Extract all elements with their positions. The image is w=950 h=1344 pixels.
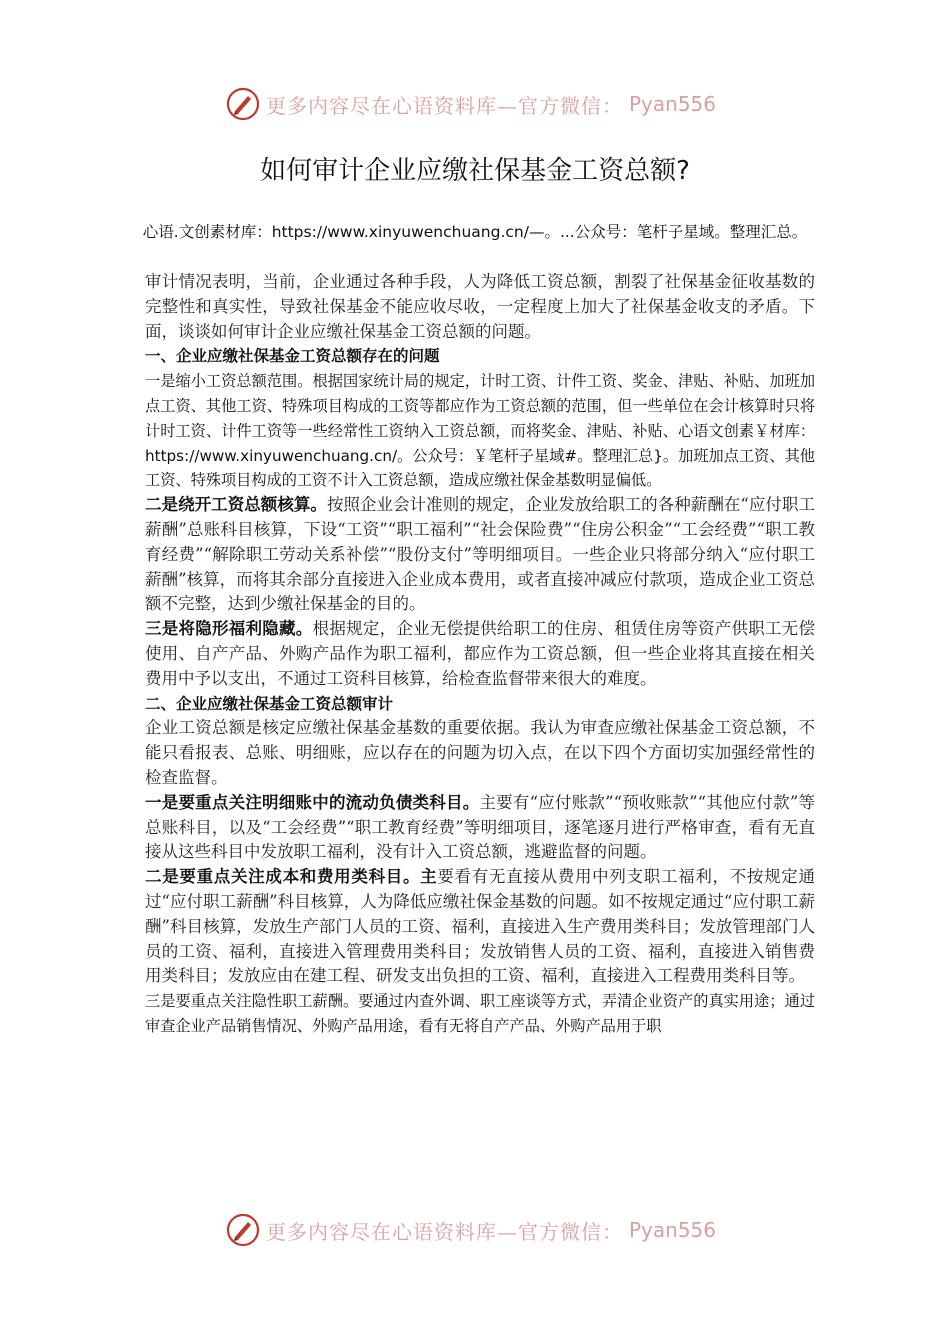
section-1-heading: 一、企业应缴社保基金工资总额存在的问题 bbox=[145, 347, 440, 366]
s1-paragraph-3 bbox=[145, 617, 815, 691]
s1-paragraph-3-lead: 三是将隐形福利隐藏。 bbox=[145, 619, 313, 639]
s1-paragraph-2 bbox=[145, 493, 815, 617]
s2-intro: 企业工资总额是核定应缴社保基金基数的重要依据。我认为审查应缴社保基金工资总额，不能只看报表、总账、明细账，应以存在的问题为切入点，在以下四个方面切实加强经常性的检查监督。 bbox=[145, 718, 815, 787]
pen-logo-icon bbox=[226, 1213, 260, 1247]
banner-slogan: 更多内容尽在心语资料库—官方微信： bbox=[266, 93, 623, 118]
s2-paragraph-3: 三是要重点关注隐性职工薪酬。要通过内查外调、职工座谈等方式，弄清企业资产的真实用途；通过审查企业产品销售情况、外购产品用途，看有无将自产产品、外购产品用于职 bbox=[145, 992, 815, 1035]
article-body bbox=[145, 270, 815, 1039]
s2-paragraph-1-text: 主要有“应付账款”“预收账款”“其他应付款”等总账科目，以及“工会经费”“职工教育经费”等明细项目，逐笔逐月进行严格审查，看有无直接从这些科目中发放职工福利，没有计入工资总额，逃避监督的问题。 bbox=[145, 792, 815, 862]
s2-paragraph-2 bbox=[145, 865, 815, 989]
page-title: 如何审计企业应缴社保基金工资总额? bbox=[260, 156, 690, 186]
banner-slogan: 更多内容尽在心语资料库—官方微信： bbox=[266, 1219, 623, 1244]
banner-wechat-id: Pyan556 bbox=[629, 92, 717, 116]
intro-paragraph: 审计情况表明，当前，企业通过各种手段，人为降低工资总额，割裂了社保基金征收基数的完整性和真实性，导致社保基金不能应收尽收，一定程度上加大了社保基金收支的矛盾。下面，谈谈如何审计企业应缴社保基金工资总额的问题。 bbox=[145, 272, 815, 341]
footer-banner bbox=[226, 1210, 746, 1250]
header-banner bbox=[226, 84, 746, 124]
s2-paragraph-2-text: 要看有无直接从费用中列支职工福利，不按规定通过“应付职工薪酬”科目核算，人为降低应缴社保金基数的问题。如不按规定通过“应付职工薪酬”科目核算，发放生产部门人员的工资、福利，直接进入生产费用类科目；发放管理部门人员的工资、福利，直接进入管理费用类科目；发放销售人员的工资、福利，直接进入销售费用类科目；发放应由在建工程、研发支出负担的工资、福利，直接进入工程费用类科目等。 bbox=[145, 867, 816, 986]
s1-paragraph-1: 一是缩小工资总额范围。根据国家统计局的规定，计时工资、计件工资、奖金、津贴、补贴、加班加点工资、其他工资、特殊项目构成的工资等都应作为工资总额的范围，但一些单位在会计核算时只将计时工资、计件工资等一些经常性工资纳入工资总额，而将奖金、津贴、补贴、心语文创素￥材库：https://www.xinyuwenchuang.cn/。公众号：￥笔杆子星域#。整理汇总}。加班加点工资、其他工资、特殊项目构成的工资不计入工资总额，造成应缴社保金基数明显偏低。 bbox=[145, 372, 815, 490]
s2-paragraph-2-lead: 二是要重点关注成本和费用类科目。主 bbox=[145, 867, 438, 887]
section-2-heading: 二、企业应缴社保基金工资总额审计 bbox=[145, 694, 394, 713]
s1-paragraph-3-text: 根据规定，企业无偿提供给职工的住房、租赁住房等资产供职工无偿使用、自产产品、外购产品作为职工福利，都应作为工资总额，但一些企业将其直接在相关费用中予以支出，不通过工资科目核算，给检查监督带来很大的难度。 bbox=[145, 619, 816, 688]
pen-logo-icon bbox=[226, 87, 260, 121]
banner-wechat-id: Pyan556 bbox=[629, 1218, 717, 1242]
s2-paragraph-1 bbox=[145, 791, 815, 865]
s1-paragraph-2-lead: 二是绕开工资总额核算。 bbox=[145, 495, 327, 515]
s1-paragraph-2-text: 按照企业会计准则的规定，企业发放给职工的各种薪酬在“应付职工薪酬”总账科目核算，下设“工资”“职工福利”“社会保险费”“住房公积金”“工会经费”“职工教育经费”“解除职工劳动关系补偿”“股份支付”等明细项目。一些企业只将部分纳入“应付职工薪酬”核算，而将其余部分直接进入企业成本费用，或者直接冲减应付款项，造成企业工资总额不完整，达到少缴社保基金的目的。 bbox=[145, 495, 816, 614]
s2-paragraph-1-lead: 一是要重点关注明细账中的流动负债类科目。 bbox=[145, 792, 480, 812]
source-line: 心语.文创素材库：https://www.xinyuwenchuang.cn/—。...公众号：笔杆子星域。整理汇总。 bbox=[142, 223, 808, 241]
